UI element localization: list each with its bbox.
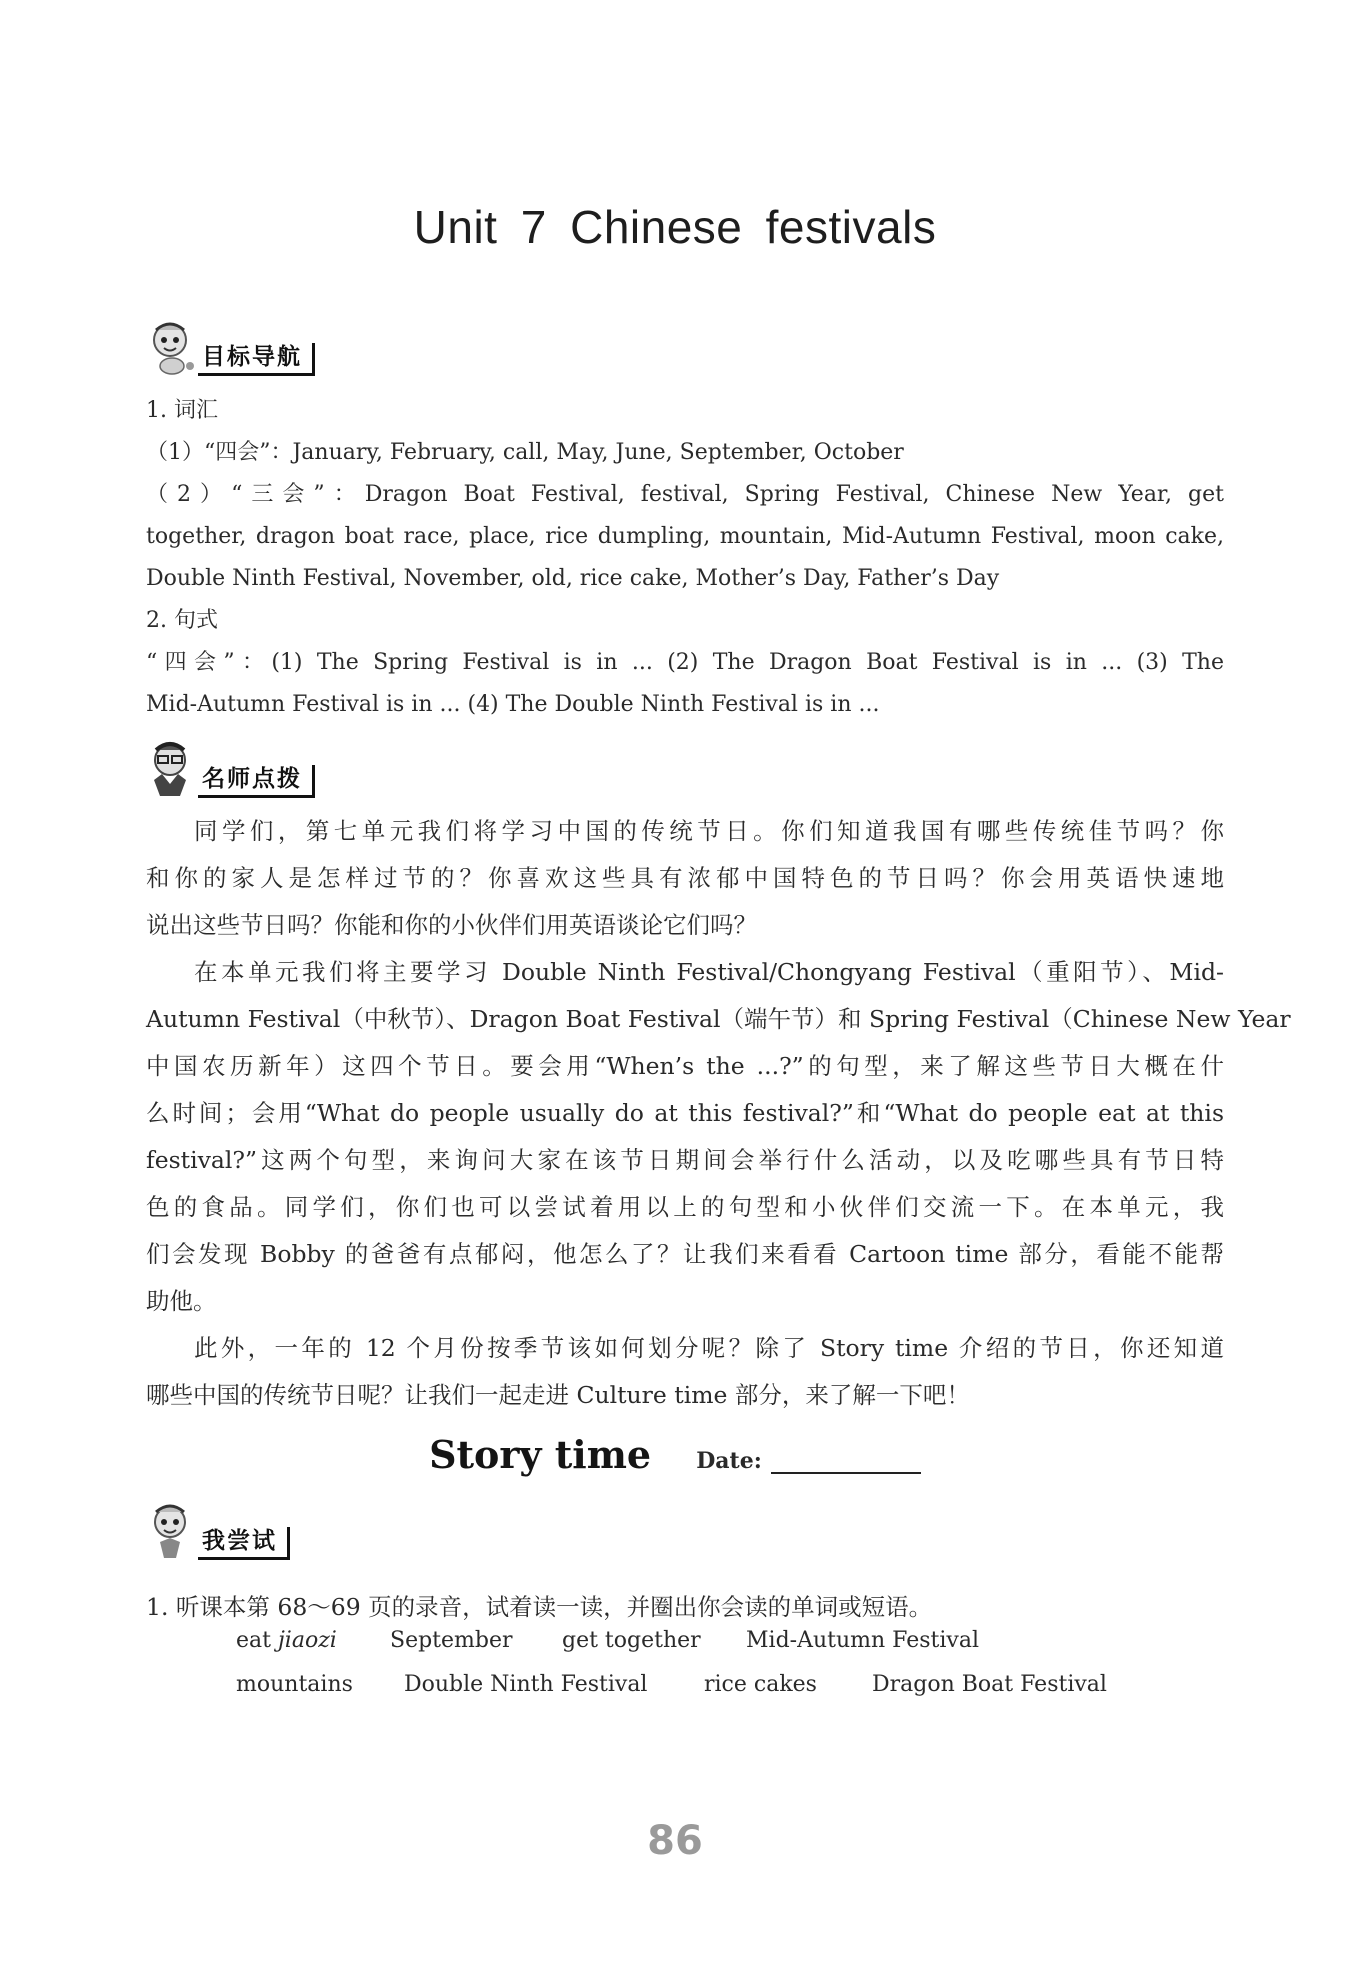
teacher-tips-line: 说出这些节日吗？你能和你的小伙伴们用英语谈论它们吗？	[146, 911, 757, 939]
word-choice[interactable]	[236, 1628, 337, 1653]
word-choice[interactable]: Dragon Boat Festival	[872, 1672, 1107, 1697]
teacher-tips-line: 们会发现 Bobby 的爸爸有点郁闷，他怎么了？让我们来看看 Cartoon time 部分，看能不能帮	[146, 1240, 1224, 1268]
word-choice[interactable]: September	[390, 1628, 513, 1653]
mascot-girl-icon	[146, 318, 198, 376]
vocab-line: together, dragon boat race, place, rice dumpling, mountain, Mid-Autumn Festival, moon cake,	[146, 524, 1224, 549]
teacher-tips-line: 同学们，第七单元我们将学习中国的传统节日。你们知道我国有哪些传统佳节吗？你	[194, 817, 1224, 845]
word-choice[interactable]: mountains	[236, 1672, 353, 1697]
mascot-girl-icon	[146, 1502, 198, 1560]
teacher-tips-line: Autumn Festival（中秋节）、Dragon Boat Festival（端午节）和 Spring Festival（Chinese New Year	[146, 1005, 1291, 1033]
vocab-line: Double Ninth Festival, November, old, rice cake, Mother’s Day, Father’s Day	[146, 566, 1000, 591]
word-choice[interactable]: Mid-Autumn Festival	[746, 1628, 979, 1653]
section-label-try: 我尝试	[198, 1527, 290, 1560]
word-choice-text: eat jiaozi	[236, 1628, 337, 1653]
vocab-heading: 1. 词汇	[146, 398, 218, 423]
teacher-tips-line: 色的食品。同学们，你们也可以尝试着用以上的句型和小伙伴们交流一下。在本单元，我	[146, 1193, 1224, 1221]
teacher-tips-line: 和你的家人是怎样过节的？你喜欢这些具有浓郁中国特色的节日吗？你会用英语快速地	[146, 864, 1224, 892]
date-blank-line[interactable]	[771, 1453, 921, 1474]
teacher-tips-line: 在本单元我们将主要学习 Double Ninth Festival/Chongyang Festival（重阳节）、Mid-	[194, 958, 1224, 986]
teacher-tips-line: 中国农历新年）这四个节日。要会用“When’s the ...?”的句型，来了解这些节日大概在什	[146, 1052, 1224, 1080]
section-badge-try	[146, 1502, 290, 1560]
section-label-teacher-tips: 名师点拨	[198, 765, 315, 798]
teacher-tips-line: 助他。	[146, 1287, 217, 1315]
vocab-line: （2）“三会”：Dragon Boat Festival, festival, Spring Festival, Chinese New Year, get	[146, 482, 1224, 507]
page-number: 86	[647, 1818, 703, 1864]
section-badge-teacher-tips	[146, 740, 315, 798]
teacher-tips-line: festival?”这两个句型，来询问大家在该节日期间会举行什么活动，以及吃哪些具有节日特	[146, 1146, 1224, 1174]
date-label: Date:	[696, 1448, 762, 1474]
pattern-line: “四会”：(1) The Spring Festival is in ... (2) The Dragon Boat Festival is in ... (3) The	[146, 650, 1224, 675]
vocab-line: （1）“四会”：January, February, call, May, June, September, October	[146, 440, 904, 465]
teacher-tips-line: 此外，一年的 12 个月份按季节该如何划分呢？除了 Story time 介绍的节日，你还知道	[194, 1334, 1224, 1362]
section-badge-goals	[146, 318, 315, 376]
story-time-header	[0, 1432, 1350, 1477]
task-instruction: 1. 听课本第 68～69 页的录音，试着读一读，并圈出你会读的单词或短语。	[146, 1593, 933, 1621]
word-choice[interactable]: rice cakes	[704, 1672, 817, 1697]
teacher-tips-line: 么时间；会用“What do people usually do at this festival?”和“What do people eat at this	[146, 1099, 1224, 1127]
pattern-line: Mid-Autumn Festival is in ... (4) The Double Ninth Festival is in ...	[146, 692, 880, 717]
word-choice[interactable]: get together	[562, 1628, 701, 1653]
story-time-heading: Story time	[429, 1432, 652, 1477]
unit-title: Unit 7 Chinese festivals	[413, 201, 937, 253]
pattern-heading: 2. 句式	[146, 608, 218, 633]
word-choice[interactable]: Double Ninth Festival	[404, 1672, 648, 1697]
teacher-tips-line: 哪些中国的传统节日呢？让我们一起走进 Culture time 部分，来了解一下吧！	[146, 1381, 970, 1409]
section-label-goals: 目标导航	[198, 343, 315, 376]
mascot-boy-icon	[146, 740, 198, 798]
